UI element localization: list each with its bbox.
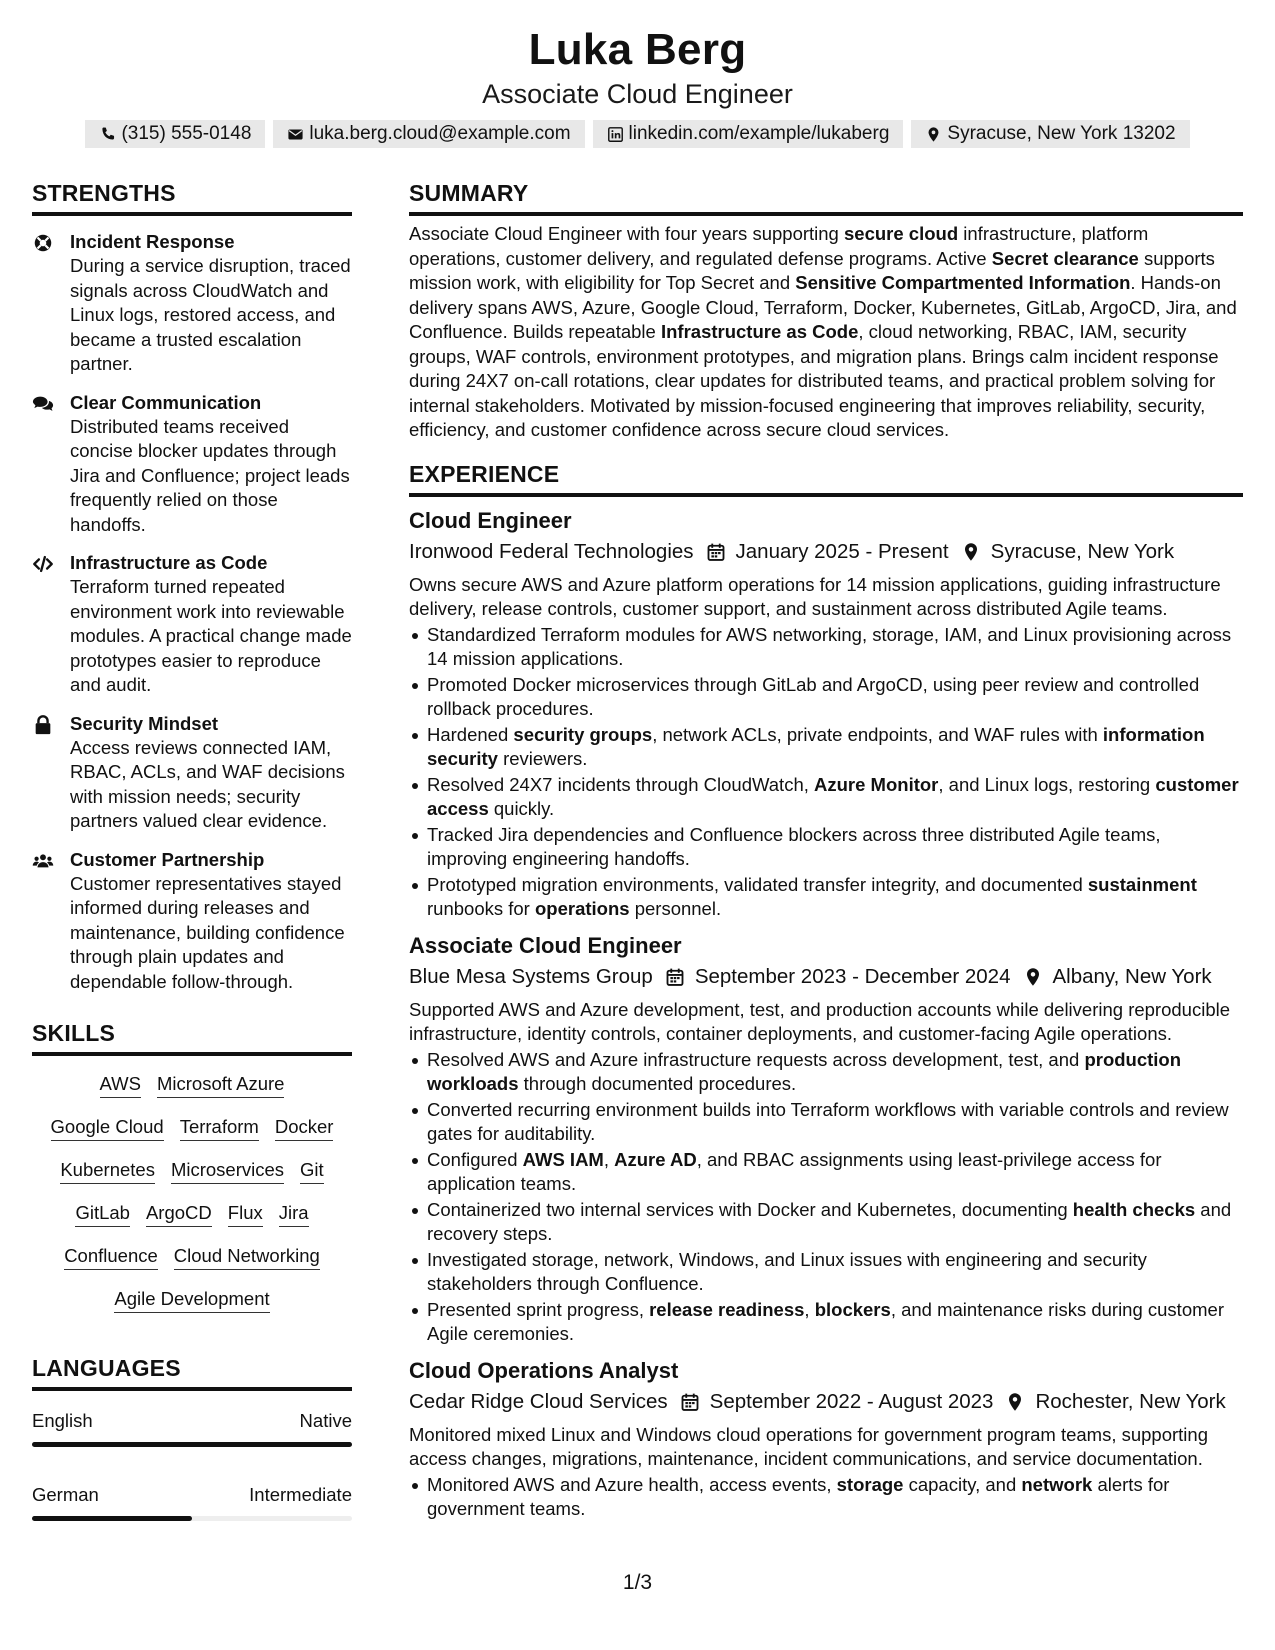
bold-emphasis: release readiness — [649, 1298, 805, 1320]
map-pin-icon — [1005, 1392, 1025, 1412]
bold-emphasis: security groups — [513, 723, 653, 745]
bold-emphasis: information security — [427, 723, 1205, 769]
skill-tag: Terraform — [180, 1115, 259, 1141]
bold-emphasis: customer access — [427, 773, 1239, 819]
strength-description: Distributed teams received concise blocker updates through Jira and Confluence; project leads frequently relied on those handoffs. — [70, 415, 350, 535]
strength-item — [32, 230, 352, 377]
skill-tag: Agile Development — [114, 1287, 269, 1313]
map-pin-icon — [961, 542, 981, 562]
proficiency-fill — [32, 1516, 192, 1521]
strength-item — [32, 551, 352, 698]
contact-phone-text: (315) 555-0148 — [121, 123, 252, 144]
achievement-item: Converted recurring environment builds into Terraform workflows with variable controls and review gates for auditability. — [409, 1098, 1243, 1147]
contact-bar — [0, 120, 1275, 148]
skill-tag: Cloud Networking — [174, 1244, 320, 1270]
job-description: Monitored mixed Linux and Windows cloud operations for government program teams, supporting access changes, migrations, maintenance, incident communications, and service documentation. — [409, 1423, 1208, 1469]
achievement-item: Promoted Docker microservices through GitLab and ArgoCD, using peer review and controlled rollback procedures. — [409, 673, 1243, 722]
bold-emphasis: Azure AD — [614, 1148, 697, 1170]
achievement-list — [409, 623, 1243, 922]
job-title: Cloud Engineer — [409, 507, 572, 533]
skill-tag: Google Cloud — [51, 1115, 164, 1141]
envelope-icon — [287, 126, 304, 143]
achievement-item: Hardened security groups, network ACLs, private endpoints, and WAF rules with information security reviewers. — [409, 723, 1243, 772]
right-column — [409, 180, 1243, 1523]
strength-title: Infrastructure as Code — [70, 552, 268, 573]
bold-emphasis: Secret clearance — [991, 247, 1139, 269]
skill-tag: ArgoCD — [146, 1201, 212, 1227]
strength-title: Clear Communication — [70, 391, 262, 413]
skill-tag: Git — [300, 1158, 324, 1184]
strength-description: Customer representatives stayed informed during releases and maintenance, building confidence through plain updates and dependable follow-through. — [70, 872, 345, 992]
calendar-icon — [665, 967, 685, 987]
skills-heading: SKILLS — [32, 1020, 352, 1056]
skill-tag: Docker — [275, 1115, 334, 1141]
strength-title: Security Mindset — [70, 712, 219, 734]
skill-tag: Flux — [228, 1201, 263, 1227]
skill-tag: Jira — [279, 1201, 309, 1227]
bold-emphasis: blockers — [814, 1298, 891, 1320]
achievement-item: Resolved AWS and Azure infrastructure requests across development, test, and production workloads through documented procedures. — [409, 1048, 1243, 1097]
lock-icon — [32, 714, 54, 736]
achievement-item: Configured AWS IAM, Azure AD, and RBAC assignments using least-privilege access for application teams. — [409, 1148, 1243, 1197]
skill-tag: Confluence — [64, 1244, 158, 1270]
skill-tag: Kubernetes — [60, 1158, 155, 1184]
calendar-icon — [706, 542, 726, 562]
summary-text: Associate Cloud Engineer with four years supporting secure cloud infrastructure, platform operations, customer delivery, and regulated defense programs. Active Secret clearance supports mission work, with eligibility for Top Secret and Sensitive Compartmented Information. Hands-on delivery spans AWS, Azure, Google Cloud, Terraform, Docker, Kubernetes, GitLab, ArgoCD, Jira, and Confluence. Builds repeatable Infrastructure as Code, cloud networking, RBAC, IAM, security groups, WAF controls, environment prototypes, and migration plans. Brings calm incident response during 24X7 on-call rotations, clear updates for distributed teams, and practical problem solving for internal stakeholders. Motivated by mission-focused engineering that improves reliability, security, efficiency, and customer confidence across secure cloud services. — [409, 223, 1237, 440]
proficiency-fill — [32, 1442, 352, 1447]
job-dates: September 2023 - December 2024 — [694, 964, 1011, 988]
strength-item — [32, 712, 352, 834]
bold-emphasis: operations — [534, 898, 630, 919]
summary-heading: SUMMARY — [409, 180, 1243, 216]
company-name: Blue Mesa Systems Group — [409, 964, 653, 988]
bold-emphasis: Infrastructure as Code — [660, 321, 859, 342]
strengths-heading: STRENGTHS — [32, 180, 352, 216]
achievement-item: Tracked Jira dependencies and Confluence blockers across three distributed Agile teams, improving engineering handoffs. — [409, 823, 1243, 872]
bold-emphasis: Sensitive Compartmented Information — [795, 272, 1131, 293]
language-item — [32, 1409, 352, 1447]
strength-item — [32, 848, 352, 995]
experience-list — [409, 507, 1243, 1522]
achievement-item: Prototyped migration environments, validated transfer integrity, and documented sustainment runbooks for operations personnel. — [409, 873, 1243, 922]
languages-heading: LANGUAGES — [32, 1355, 352, 1391]
bold-emphasis: sustainment — [1087, 873, 1197, 895]
bold-emphasis: storage — [836, 1473, 904, 1495]
achievement-item: Resolved 24X7 incidents through CloudWatch, Azure Monitor, and Linux logs, restoring customer access quickly. — [409, 773, 1243, 822]
language-name: German — [32, 1484, 99, 1505]
company-name: Cedar Ridge Cloud Services — [409, 1389, 668, 1413]
strength-description: Terraform turned repeated environment work into reviewable modules. A practical change made prototypes easier to reproduce and audit. — [70, 576, 352, 695]
skill-tag: GitLab — [75, 1201, 130, 1227]
contact-email[interactable] — [273, 120, 584, 148]
contact-linkedin[interactable] — [593, 120, 904, 148]
job-dates: September 2022 - August 2023 — [709, 1389, 994, 1413]
job-title: Associate Cloud Engineer — [409, 932, 682, 958]
map-pin-icon — [1023, 967, 1043, 987]
skill-tag: AWS — [100, 1072, 141, 1098]
job-meta — [409, 963, 1243, 991]
achievement-item: Monitored AWS and Azure health, access events, storage capacity, and network alerts for government teams. — [409, 1473, 1243, 1522]
code-icon — [32, 553, 54, 575]
job-description: Supported AWS and Azure development, test, and production accounts while delivering reproducible infrastructure, identity controls, container deployments, and customer-facing Agile operations. — [409, 998, 1231, 1044]
candidate-headline: Associate Cloud Engineer — [482, 79, 793, 109]
achievement-list — [409, 1048, 1243, 1347]
language-name: English — [32, 1410, 93, 1431]
linkedin-icon — [607, 126, 624, 143]
experience-entry — [409, 932, 1243, 1347]
job-meta — [409, 538, 1243, 566]
contact-email-text: luka.berg.cloud@example.com — [309, 123, 571, 144]
company-name: Ironwood Federal Technologies — [409, 539, 694, 563]
strength-title: Incident Response — [70, 231, 235, 252]
bold-emphasis: secure cloud — [844, 223, 959, 244]
candidate-name: Luka Berg — [528, 25, 747, 74]
experience-heading: EXPERIENCE — [409, 461, 1243, 497]
achievement-item: Standardized Terraform modules for AWS networking, storage, IAM, and Linux provisioning across 14 mission applications. — [409, 623, 1243, 672]
calendar-icon — [680, 1392, 700, 1412]
job-description: Owns secure AWS and Azure platform operations for 14 mission applications, guiding infrastructure delivery, release controls, customer support, and sustainment across distributed Agile teams. — [409, 573, 1221, 619]
job-location: Albany, New York — [1052, 964, 1212, 988]
strength-description: During a service disruption, traced signals across CloudWatch and Linux logs, restored access, and became a trusted escalation partner. — [70, 255, 351, 374]
job-location: Syracuse, New York — [990, 539, 1175, 563]
language-level: Native — [299, 1410, 352, 1431]
skills-list — [32, 1056, 352, 1313]
strength-item — [32, 391, 352, 538]
contact-linkedin-text: linkedin.com/example/lukaberg — [628, 123, 890, 144]
strength-title: Customer Partnership — [70, 848, 265, 870]
language-item — [32, 1483, 352, 1521]
contact-location-text: Syracuse, New York 13202 — [947, 123, 1176, 144]
bold-emphasis: network — [1021, 1473, 1093, 1495]
skill-tag: Microservices — [171, 1158, 284, 1184]
job-location: Rochester, New York — [1035, 1389, 1226, 1413]
bold-emphasis: AWS IAM — [522, 1148, 604, 1170]
language-level: Intermediate — [249, 1484, 352, 1505]
achievement-item: Containerized two internal services with Docker and Kubernetes, documenting health checks and recovery steps. — [409, 1198, 1243, 1247]
job-title: Cloud Operations Analyst — [409, 1357, 679, 1383]
proficiency-bar — [32, 1516, 352, 1521]
bold-emphasis: Azure Monitor — [814, 773, 939, 795]
proficiency-bar — [32, 1442, 352, 1447]
job-meta — [409, 1388, 1243, 1416]
comments-icon — [32, 393, 54, 415]
skill-tag: Microsoft Azure — [157, 1072, 285, 1098]
achievement-item: Investigated storage, network, Windows, and Linux issues with engineering and security stakeholders through Confluence. — [409, 1248, 1243, 1297]
map-pin-icon — [925, 126, 942, 143]
phone-icon — [99, 126, 116, 143]
strength-description: Access reviews connected IAM, RBAC, ACLs, and WAF decisions with mission needs; security partners valued clear evidence. — [70, 736, 345, 831]
left-column — [32, 180, 352, 1521]
resume-header — [0, 22, 1275, 148]
bold-emphasis: production workloads — [427, 1048, 1182, 1094]
achievement-list — [409, 1473, 1243, 1522]
experience-entry — [409, 507, 1243, 922]
job-dates: January 2025 - Present — [735, 539, 949, 563]
page-number: 1/3 — [622, 1571, 653, 1594]
users-icon — [32, 850, 54, 872]
bold-emphasis: health checks — [1072, 1198, 1196, 1220]
experience-entry — [409, 1357, 1243, 1522]
contact-phone — [85, 120, 265, 148]
contact-location — [911, 120, 1189, 148]
achievement-item: Presented sprint progress, release readiness, blockers, and maintenance risks during customer Agile ceremonies. — [409, 1298, 1243, 1347]
life-ring-icon — [32, 232, 54, 254]
